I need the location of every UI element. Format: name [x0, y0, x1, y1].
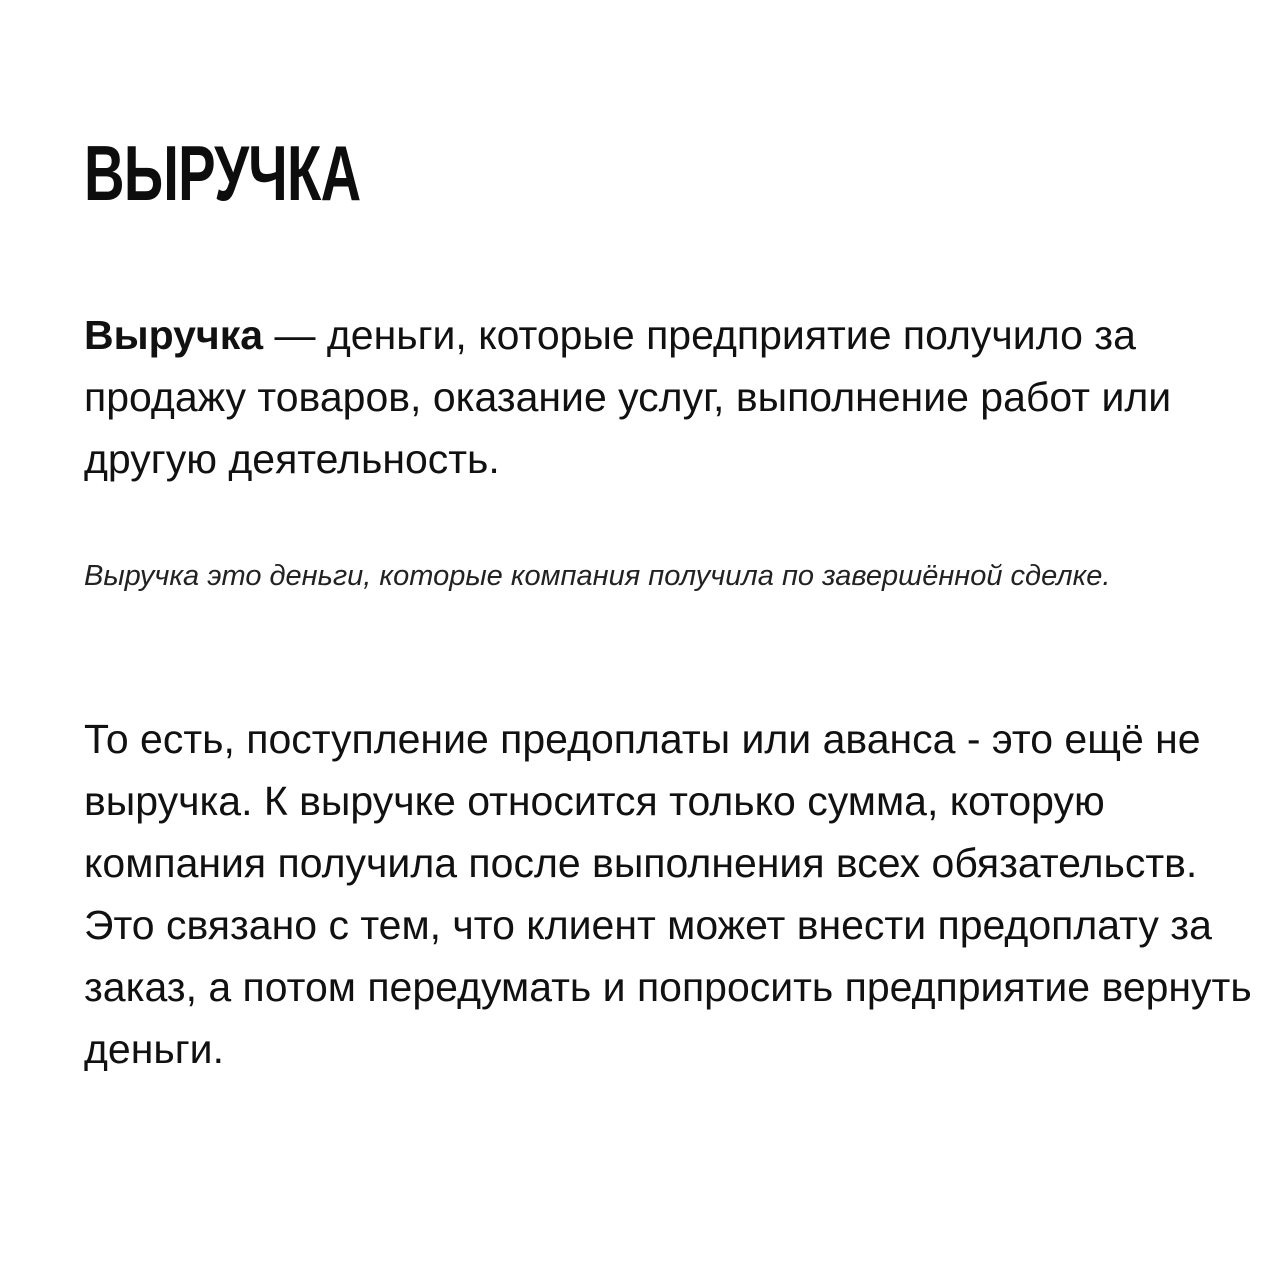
definition-text: — деньги, которые предприятие получило за продажу товаров, оказание услуг, выполнение работ или другую деятельность.: [84, 312, 1172, 482]
page-title: ВЫРУЧКА: [84, 129, 361, 217]
slide: [84, 0, 1254, 1280]
explanation-paragraph: То есть, поступление предоплаты или аванса - это ещё не выручка. К выручке относится только сумма, которую компания получила после выполнения всех обязательств. Это связано с тем, что клиент может внести предоплату за заказ, а потом передумать и попросить предприятие вернуть деньги.: [84, 716, 1252, 1072]
definition-term: Выручка: [84, 312, 264, 358]
definition-paragraph: [84, 304, 1244, 490]
italic-note: Выручка это деньги, которые компания получила по завершённой сделке.: [84, 560, 1111, 592]
